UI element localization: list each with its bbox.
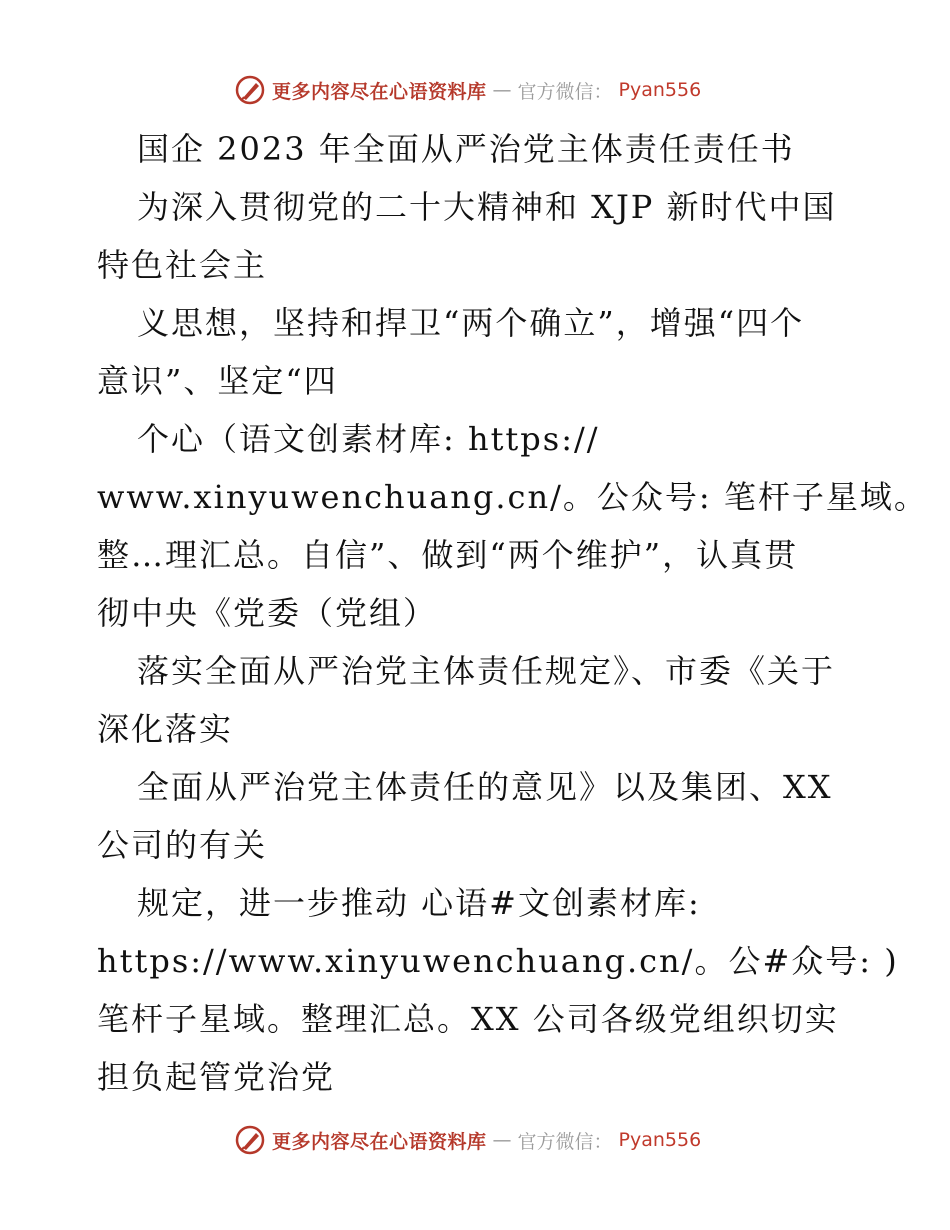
paragraph-line: https://www.xinyuwenchuang.cn/。公#众号: ) [97,942,899,980]
paragraph-line: 意识”、坚定“四 [97,362,338,400]
quill-logo-icon [234,1124,266,1156]
paragraph-line: 义思想，坚持和捍卫“两个确立”，增强“四个 [137,304,805,342]
banner-separator: — [492,79,512,101]
paragraph-line: 落实全面从严治党主体责任规定》、市委《关于 [137,652,836,690]
banner-wechat-label: 官方微信： [517,80,613,103]
paragraph-line: 规定，进一步推动 心语#文创素材库: [137,884,701,922]
banner-wechat-label: 官方微信： [517,1130,613,1153]
paragraph-line: 个心（语文创素材库: https:// [137,420,600,458]
paragraph-line: 深化落实 [97,710,234,748]
paragraph-line: 笔杆子星域。整理汇总。XX 公司各级党组织切实 [97,1000,839,1038]
paragraph-line: 公司的有关 [97,826,268,864]
banner-wechat-id: Pyan556 [618,79,702,101]
paragraph-line: 特色社会主 [97,246,268,284]
paragraph-line: 彻中央《党委（党组） [97,594,438,632]
footer-banner [234,1123,701,1157]
header-banner [234,73,701,107]
banner-brand-text: 更多内容尽在心语资料库 [272,80,487,103]
quill-logo-icon [234,74,266,106]
document-title: 国企 2023 年全面从严治党主体责任责任书 [137,130,795,168]
paragraph-line: 为深入贯彻党的二十大精神和 XJP 新时代中国 [137,188,837,226]
banner-wechat-id: Pyan556 [618,1129,702,1151]
banner-brand-text: 更多内容尽在心语资料库 [272,1130,487,1153]
paragraph-line: 全面从严治党主体责任的意见》以及集团、XX [137,768,833,806]
paragraph-line: 担负起管党治党 [97,1058,336,1096]
banner-separator: — [492,1129,512,1151]
paragraph-line: 整…理汇总。自信”、做到“两个维护”，认真贯 [97,536,799,574]
document-body [97,120,928,1106]
paragraph-line: www.xinyuwenchuang.cn/。公众号: 笔杆子星域。 [97,478,928,516]
